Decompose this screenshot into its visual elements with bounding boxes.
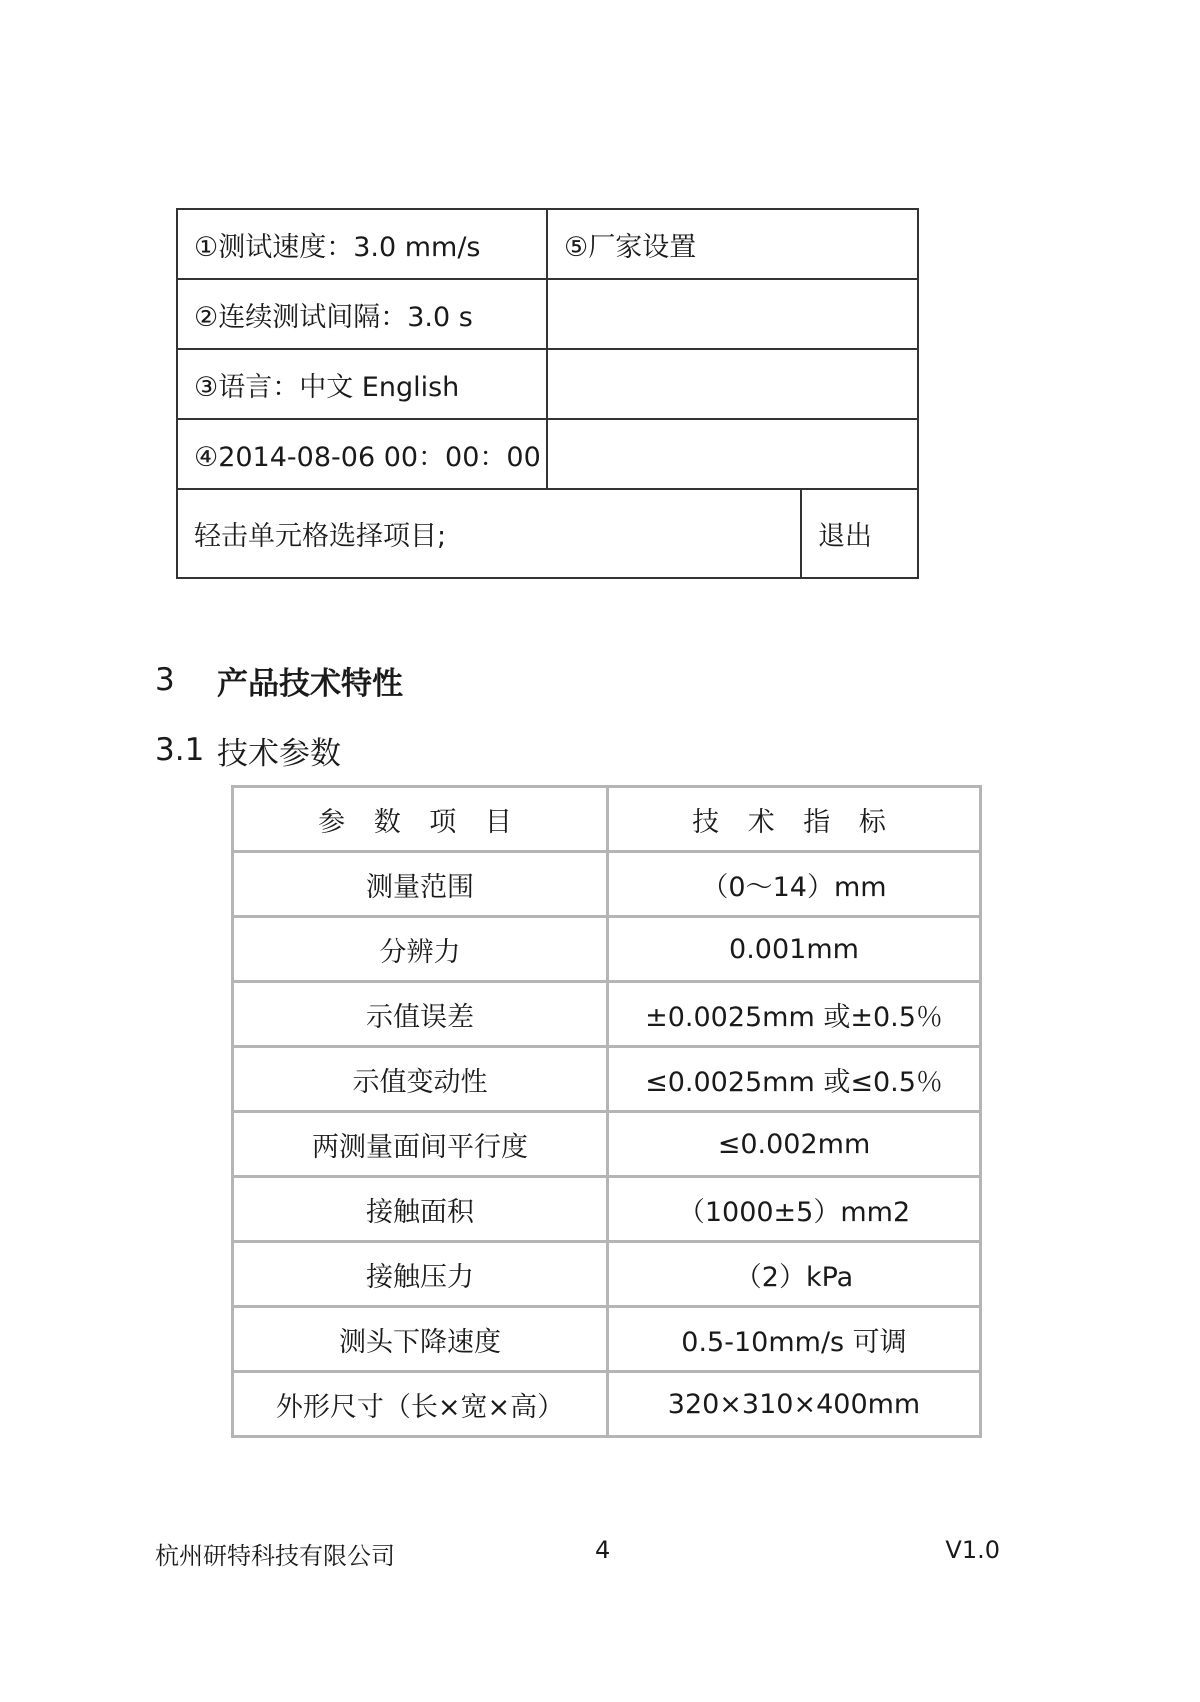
table-row	[234, 983, 979, 1048]
menu-cell-empty-4[interactable]	[548, 420, 917, 490]
table-row	[234, 853, 979, 918]
spec-table	[231, 785, 982, 1438]
spec-parameter: 外形尺寸（长×宽×高）	[234, 1373, 609, 1435]
table-row	[234, 1048, 979, 1113]
spec-parameter: 接触面积	[234, 1178, 609, 1243]
spec-parameter: 接触压力	[234, 1243, 609, 1308]
spec-value: ≤0.002mm	[609, 1113, 979, 1178]
spec-value: （2）kPa	[609, 1243, 979, 1308]
table-row	[234, 1373, 979, 1435]
table-row	[234, 1243, 979, 1308]
menu-cell-datetime[interactable]: ④2014-08-06 00：00：00	[178, 420, 548, 490]
section-number: 3	[155, 662, 175, 698]
table-row	[234, 1178, 979, 1243]
section-heading	[155, 655, 403, 705]
spec-parameter: 两测量面间平行度	[234, 1113, 609, 1178]
exit-button[interactable]: 退出	[818, 521, 872, 552]
spec-value: （0～14）mm	[609, 853, 979, 918]
menu-cell-test-interval[interactable]: ②连续测试间隔：3.0 s	[178, 280, 548, 350]
table-row	[234, 1113, 979, 1178]
menu-cell-language[interactable]: ③语言：中文 English	[178, 350, 548, 420]
subsection-title: 技术参数	[217, 735, 341, 772]
spec-value: 0.001mm	[609, 918, 979, 983]
spec-header-value: 技 术 指 标	[609, 788, 979, 853]
spec-value: （1000±5）mm2	[609, 1178, 979, 1243]
menu-hint-text: 轻击单元格选择项目;	[178, 490, 802, 577]
spec-parameter: 测量范围	[234, 853, 609, 918]
spec-table-header-row	[234, 788, 979, 853]
footer-company: 杭州研特科技有限公司	[155, 1542, 395, 1570]
table-row	[234, 1308, 979, 1373]
menu-cell-empty-3[interactable]	[548, 350, 917, 420]
table-row	[234, 918, 979, 983]
spec-value: ±0.0025mm 或±0.5％	[609, 983, 979, 1048]
section-title: 产品技术特性	[217, 665, 403, 702]
spec-value: 320×310×400mm	[667, 1388, 921, 1420]
menu-cell-test-speed[interactable]: ①测试速度：3.0 mm/s	[178, 210, 548, 280]
spec-value: 0.5-10mm/s 可调	[609, 1308, 979, 1373]
spec-value: ≤0.0025mm 或≤0.5％	[609, 1048, 979, 1113]
spec-parameter: 分辨力	[234, 918, 609, 983]
subsection-heading	[155, 725, 341, 775]
spec-header-parameter: 参 数 项 目	[234, 788, 609, 853]
menu-cell-empty-2[interactable]	[548, 280, 917, 350]
settings-menu-table	[176, 208, 919, 579]
spec-parameter: 示值变动性	[234, 1048, 609, 1113]
spec-parameter: 测头下降速度	[234, 1308, 609, 1373]
footer-page-number: 4	[595, 1536, 611, 1564]
page-footer	[155, 1536, 1000, 1572]
footer-version: V1.0	[945, 1536, 1000, 1564]
menu-cell-factory-settings[interactable]: ⑤厂家设置	[548, 210, 917, 280]
spec-parameter: 示值误差	[234, 983, 609, 1048]
subsection-number: 3.1	[155, 732, 205, 768]
